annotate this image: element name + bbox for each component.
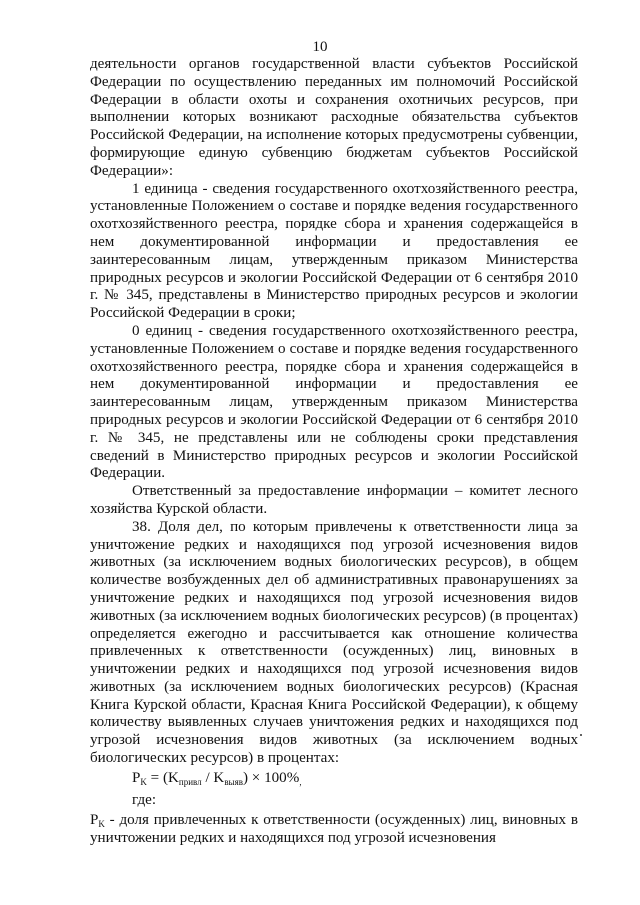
formula-sub-denominator: выяв bbox=[224, 776, 243, 787]
formula-lhs-subscript: K bbox=[140, 776, 147, 787]
definition-symbol: P bbox=[90, 812, 99, 829]
scan-speck bbox=[580, 734, 582, 736]
formula-tail: ) × 100% bbox=[243, 769, 300, 786]
formula-slash: / K bbox=[201, 769, 225, 786]
paragraph-item-38: 38. Доля дел, по которым привлечены к ответственности лица за уничтожение редких и находящихся под угрозой исчезновения видов животных (за исключением водных биологических ресурсов), в общем количестве возбужденных дел об административных правонарушениях за уничтожение редких и находящихся под угрозой исчезновения видов животных (за исключением водных биологических ресурсов) (в процентах) определяется ежегодно и рассчитывается как отношение количества привлеченных к ответственности (осужденных) лиц, виновных в уничтожении редких и находящихся под угрозой исчезновения видов животных (за исключением водных биологических ресурсов) (Красная Книга Курской области, Красная Книга Российской Федерации), к общему количеству выявленных случаев уничтожения редких и находящихся под угрозой исчезновения видов животных (за исключением водных биологических ресурсов) в процентах: bbox=[90, 518, 578, 767]
formula bbox=[90, 770, 578, 788]
formula-sub-numerator: привл bbox=[178, 776, 202, 787]
formula-comma: , bbox=[299, 776, 302, 787]
formula-eq-open: = (K bbox=[146, 769, 179, 786]
paragraph-one-unit: 1 единица - сведения государственного охотхозяйственного реестра, установленные Положением о составе и порядке ведения государственного охотхозяйственного реестра, порядке сбора и хранения содержащейся в нем документированной информации и предоставления ее заинтересованным лицам, утвержденным приказом Министерства природных ресурсов и экологии Российской Федерации от 6 сентября 2010 г. № 345, представлены в Министерство природных ресурсов и экологии Российской Федерации в сроки; bbox=[90, 180, 578, 322]
formula-lhs: P bbox=[132, 769, 141, 786]
paragraph-responsible: Ответственный за предоставление информации – комитет лесного хозяйства Курской области. bbox=[90, 483, 578, 517]
definition-text: - доля привлеченных к ответственности (осужденных) лиц, виновных в уничтожении редких и находящихся под угрозой исчезновения bbox=[90, 812, 578, 847]
paragraph-zero-units: 0 единиц - сведения государственного охотхозяйственного реестра, установленные Положением о составе и порядке ведения государственного охотхозяйственного реестра, порядке сбора и хранения содержащейся в нем документированной информации и предоставления ее заинтересованным лицам, утвержденным приказом Министерства природных ресурсов и экологии Российской Федерации от 6 сентября 2010 г. № 345, не представлены или не соблюдены сроки представления сведений в Министерство природных ресурсов и экологии Российской Федерации. bbox=[90, 322, 578, 482]
definition-symbol-subscript: K bbox=[98, 819, 105, 830]
page-number: 10 bbox=[312, 39, 328, 55]
paragraph-continuation: деятельности органов государственной власти субъектов Российской Федерации по осуществлению переданных им полномочий Российской Федерации в области охоты и сохранения охотничьих ресурсов, при выполнении которых возникают расходные обязательства субъектов Российской Федерации, на исполнение которых предусмотрены субвенции, формирующие единую субвенцию бюджетам субъектов Российской Федерации»: bbox=[90, 56, 578, 179]
definition-pk bbox=[90, 812, 578, 848]
document-body bbox=[90, 56, 578, 848]
where-label: где: bbox=[132, 791, 157, 808]
